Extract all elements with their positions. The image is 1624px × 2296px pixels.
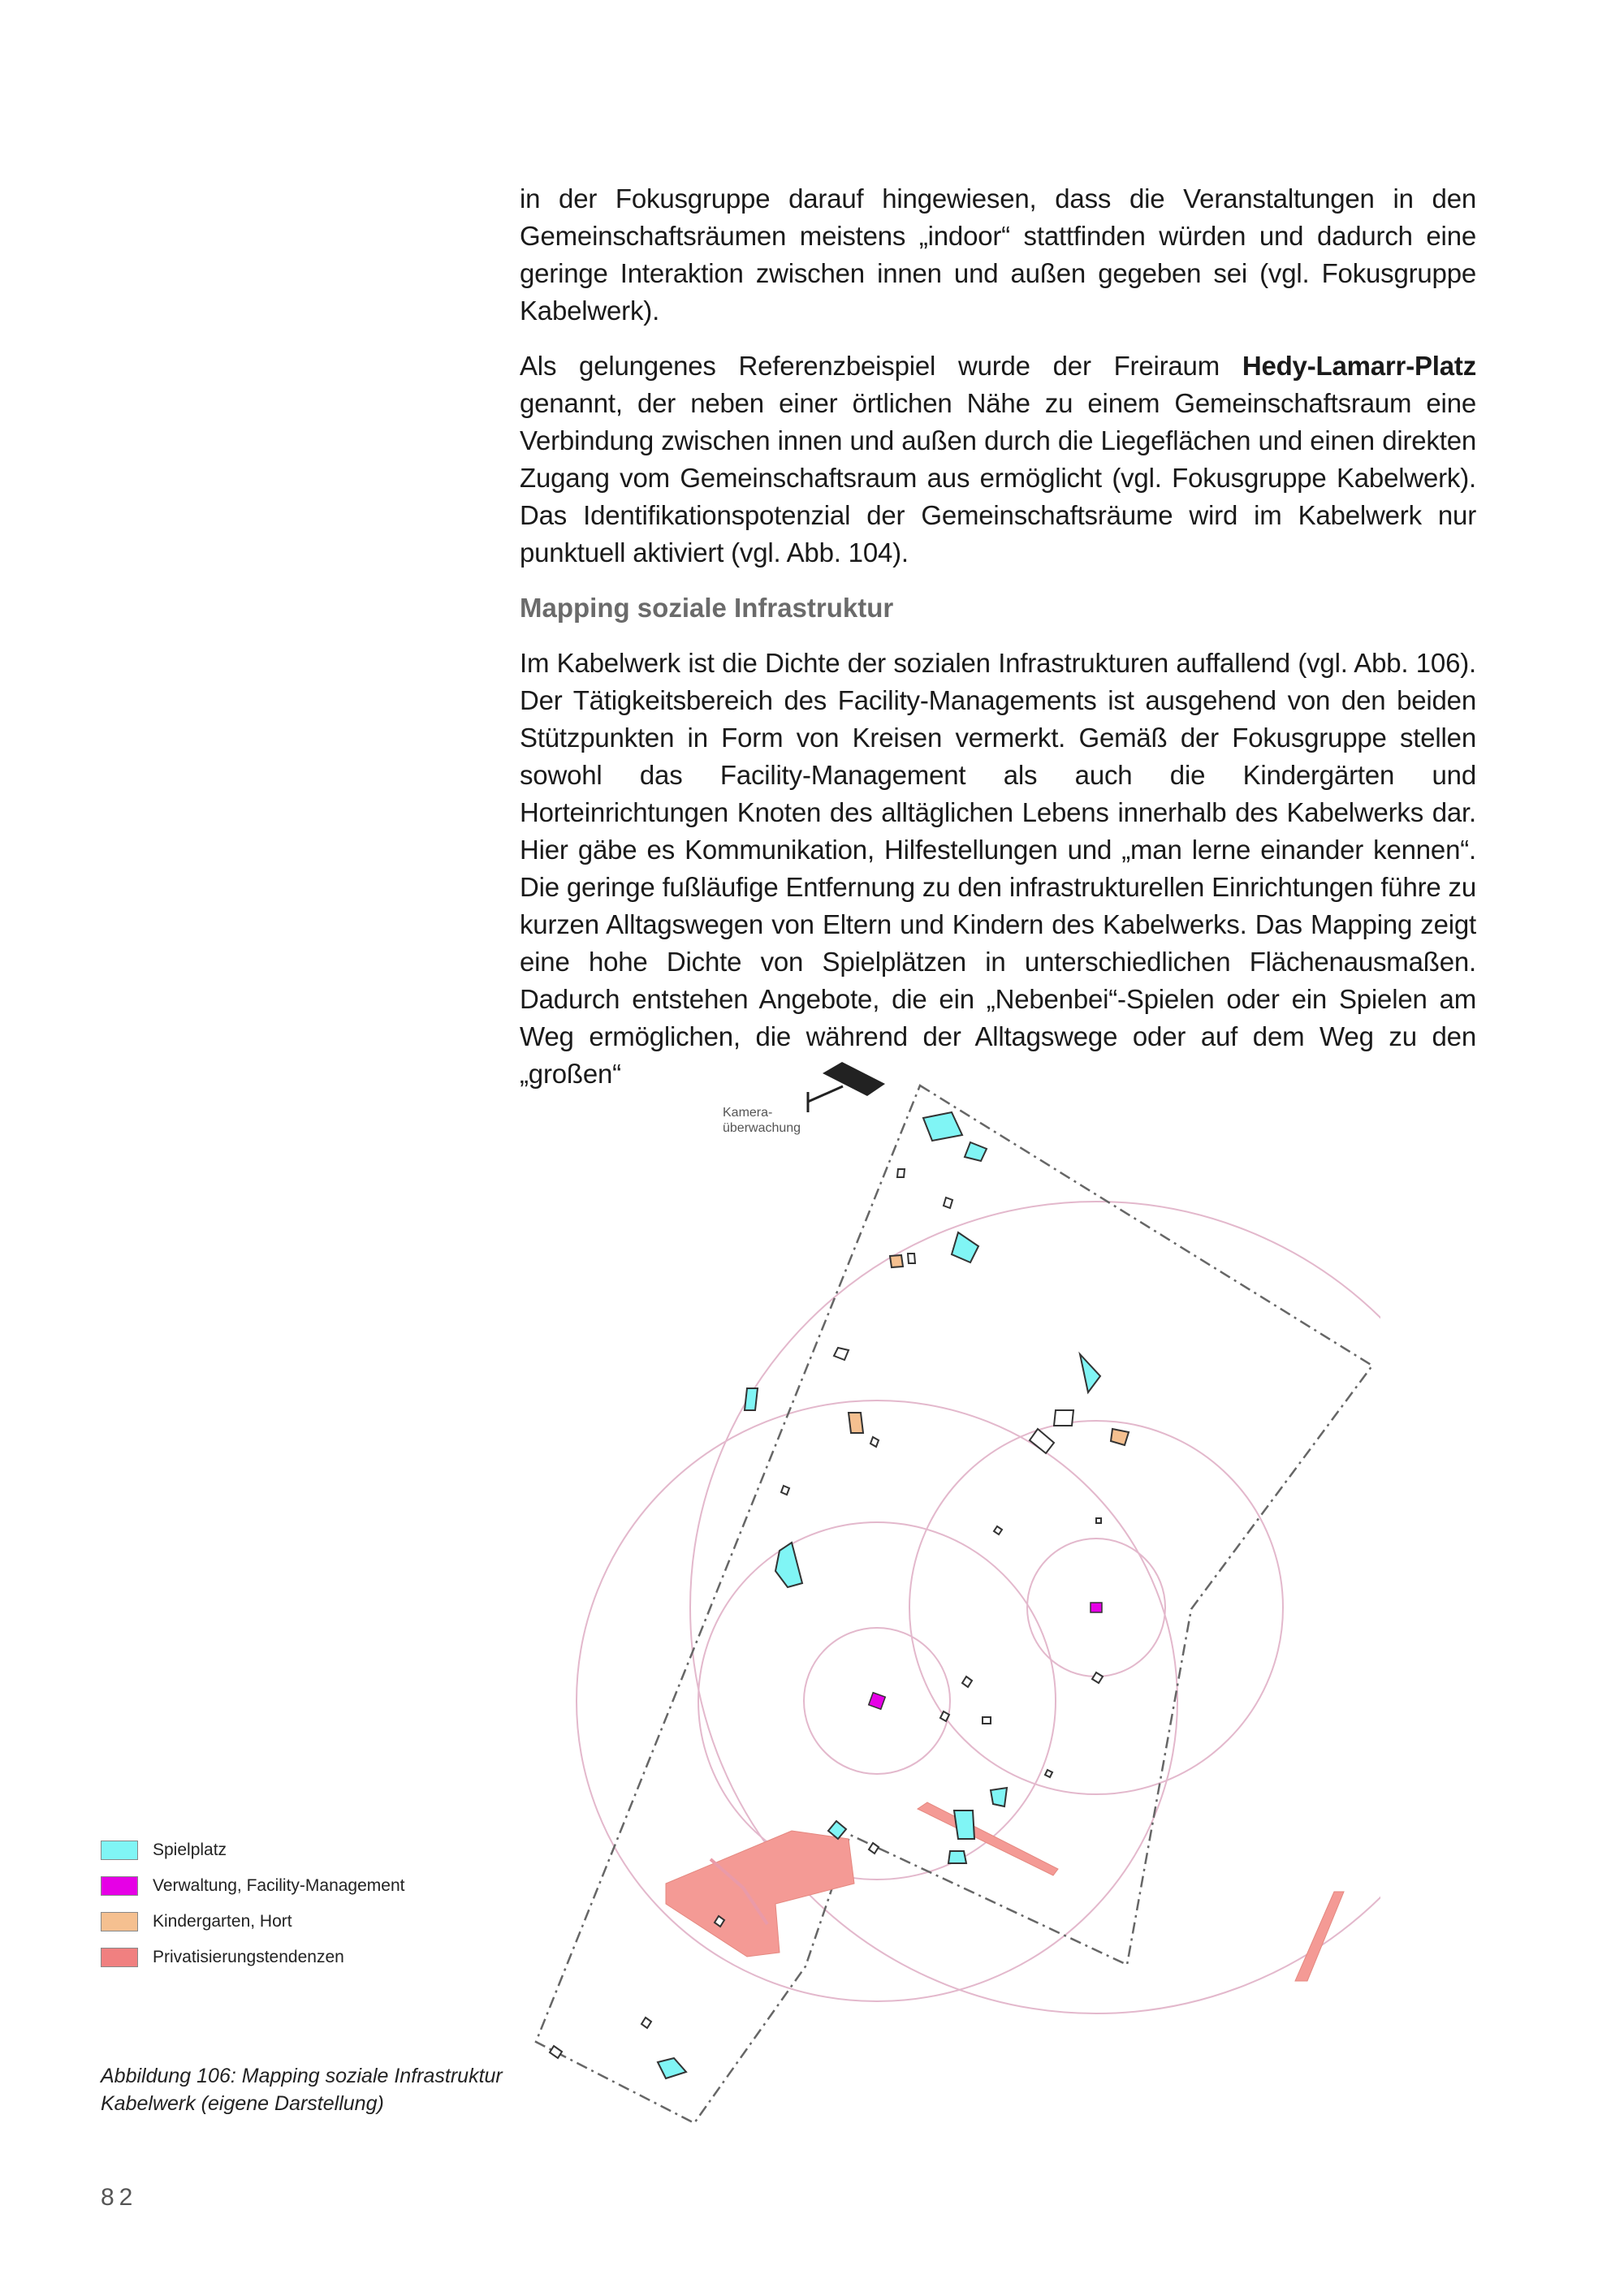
building-1 bbox=[908, 1254, 915, 1263]
building-14 bbox=[962, 1677, 972, 1687]
playground-6 bbox=[745, 1388, 758, 1410]
camera-label-line2: überwachung bbox=[723, 1121, 801, 1135]
paragraph-1: in der Fokusgruppe darauf hingewiesen, dass die Veranstaltungen in den Gemeinschaftsräumen meistens „indoor“ stattfinden würden und dadurch eine geringe Interaktion zwischen innen und außen gegeben sei (vgl. Fokusgruppe Kabelwerk). bbox=[520, 183, 1476, 326]
legend-swatch-verwaltung bbox=[101, 1876, 138, 1896]
legend-swatch-kindergarten bbox=[101, 1912, 138, 1931]
caption-line-2: Kabelwerk (eigene Darstellung) bbox=[101, 2092, 384, 2115]
kindergarten-1 bbox=[890, 1255, 903, 1267]
caption-line-1: Abbildung 106: Mapping soziale Infrastruktur bbox=[101, 2065, 503, 2087]
privatisation-area-east bbox=[1295, 1892, 1344, 1981]
legend-item-kindergarten bbox=[101, 1904, 404, 1940]
building-9 bbox=[870, 1437, 879, 1447]
legend-label-spielplatz: Spielplatz bbox=[153, 1841, 227, 1859]
paragraph-2 bbox=[520, 347, 1476, 572]
playground-5 bbox=[775, 1543, 802, 1587]
paragraph-2-end: genannt, der neben einer örtlichen Nähe zu einem Gemeinschaftsraum eine Verbindung zwischen innen und außen durch die Liegeflächen und einen direkten Zugang vom Gemeinschaftsraum aus ermöglicht (vgl. Fokusgruppe Kabelwerk). Das Identifikationspotenzial der Gemeinschaftsräume wird im Kabelwerk nur punktuell aktiviert (vgl. Abb. 104). bbox=[520, 388, 1476, 568]
playground-8 bbox=[948, 1851, 966, 1863]
privatisation-areas bbox=[666, 1802, 1344, 1981]
site-boundary bbox=[536, 1085, 1372, 2123]
body-text bbox=[520, 180, 1476, 1111]
facility-west bbox=[869, 1693, 886, 1710]
camera-label-line1: Kamera- bbox=[723, 1106, 773, 1120]
facility-east bbox=[1091, 1603, 1102, 1612]
kindergarten-2 bbox=[849, 1413, 863, 1433]
building-2 bbox=[834, 1348, 849, 1360]
building-15 bbox=[869, 1843, 879, 1854]
privatisation-path-south bbox=[918, 1802, 1058, 1875]
privatisation-area-west bbox=[666, 1831, 854, 1957]
building-5 bbox=[1054, 1410, 1073, 1426]
building-8 bbox=[1092, 1672, 1103, 1683]
kindergarten-3 bbox=[1111, 1429, 1129, 1445]
figure-caption bbox=[101, 2062, 523, 2117]
building-12 bbox=[1096, 1518, 1101, 1523]
buildings bbox=[550, 1169, 1103, 2058]
building-19 bbox=[550, 2046, 562, 2058]
camera-icon bbox=[808, 1062, 885, 1112]
map-legend bbox=[101, 1832, 404, 1975]
legend-item-verwaltung bbox=[101, 1868, 404, 1904]
playground-3 bbox=[952, 1232, 978, 1262]
playground-1 bbox=[923, 1112, 962, 1141]
legend-label-kindergarten: Kindergarten, Hort bbox=[153, 1912, 292, 1931]
building-11 bbox=[983, 1717, 991, 1724]
paragraph-3: Im Kabelwerk ist die Dichte der sozialen Infrastrukturen auffallend (vgl. Abb. 106). Der Tätigkeitsbereich des Facility-Managements ist ausgehend von den beiden Stützpunkten in Form von Kreisen vermerkt. Gemäß der Fokusgruppe stellen sowohl das Facility-Management als auch die Kindergärten und Horteinrichtungen Knoten des alltäglichen Lebens innerhalb des Kabelwerks dar. Hier gäbe es Kommunikation, Hilfestellungen und „man lerne einander kennen“. Die geringe fußläufige Entfernung zu den infrastrukturellen Einrichtungen führe zu kurzen Alltagswegen von Eltern und Kindern des Kabelwerks. Das Mapping zeigt eine hohe Dichte von Spielplätzen in unterschiedlichen Flächenausmaßen. Dadurch entstehen Angebote, die ein „Nebenbei“-Spielen oder ein Spielen am Weg ermöglichen, die während der Alltagswege oder auf dem Weg zu den „großen“ bbox=[520, 648, 1476, 1089]
building-16 bbox=[1045, 1770, 1052, 1777]
legend-item-spielplatz bbox=[101, 1832, 404, 1868]
legend-label-privatisierung: Privatisierungstendenzen bbox=[153, 1948, 344, 1966]
building-3 bbox=[897, 1169, 905, 1177]
facility-management bbox=[869, 1603, 1102, 1709]
playground-7 bbox=[991, 1788, 1007, 1806]
section-heading: Mapping soziale Infrastruktur bbox=[520, 593, 894, 623]
playground-11 bbox=[658, 2058, 686, 2078]
infrastructure-map bbox=[503, 1047, 1380, 2135]
building-7 bbox=[994, 1526, 1002, 1534]
legend-swatch-spielplatz bbox=[101, 1841, 138, 1860]
playground-9 bbox=[954, 1810, 974, 1839]
legend-swatch-privatisierung bbox=[101, 1948, 138, 1967]
building-13 bbox=[781, 1486, 789, 1495]
legend-item-privatisierung bbox=[101, 1940, 404, 1975]
building-4 bbox=[944, 1198, 952, 1208]
kindergartens bbox=[849, 1255, 1129, 1445]
building-18 bbox=[641, 2018, 651, 2028]
playground-4 bbox=[1080, 1354, 1100, 1392]
page-number: 82 bbox=[101, 2184, 138, 2211]
hedy-lamarr-platz: Hedy-Lamarr-Platz bbox=[1242, 351, 1476, 381]
paragraph-2-start: Als gelungenes Referenzbeispiel wurde der Freiraum bbox=[520, 351, 1242, 381]
legend-label-verwaltung: Verwaltung, Facility-Management bbox=[153, 1876, 405, 1895]
playground-2 bbox=[965, 1142, 987, 1161]
